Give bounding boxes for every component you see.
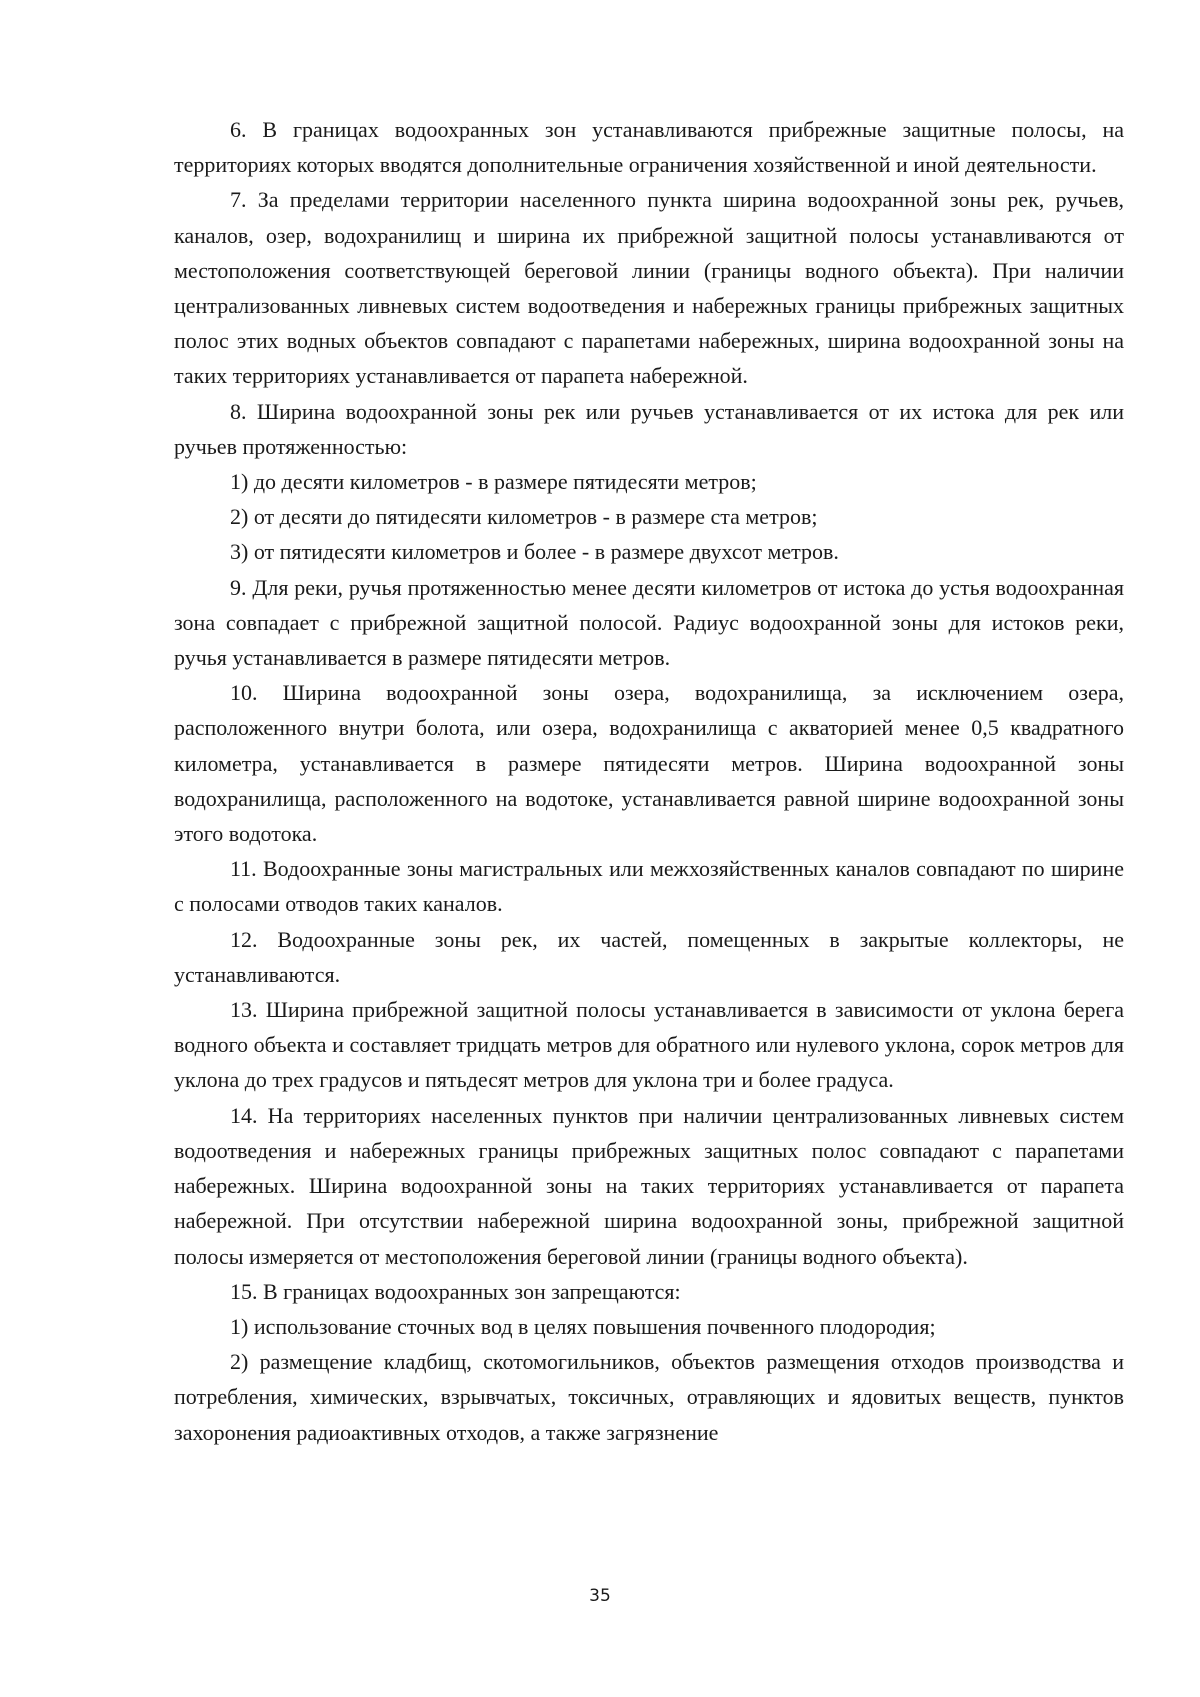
paragraph-8: 8. Ширина водоохранной зоны рек или ручьев устанавливается от их истока для рек или ручьев протяженностью:	[174, 398, 1124, 459]
list-item-8-1: 1) до десяти километров - в размере пятидесяти метров;	[230, 469, 757, 495]
paragraph-7: 7. За пределами территории населенного пункта ширина водоохранной зоны рек, ручьев, каналов, озер, водохранилищ и ширина их прибрежной защитной полосы устанавливаются от местоположения соответствующей береговой линии (границы водного объекта). При наличии централизованных ливневых систем водоотведения и набережных границы прибрежных защитных полос этих водных объектов совпадают с парапетами набережных, ширина водоохранной зоны на таких территориях устанавливается от парапета набережной.	[174, 187, 1124, 389]
paragraph-15: 15. В границах водоохранных зон запрещаются:	[230, 1278, 681, 1304]
paragraph-11: 11. Водоохранные зоны магистральных или межхозяйственных каналов совпадают по ширине с полосами отводов таких каналов.	[174, 856, 1124, 917]
document-body	[174, 112, 1124, 1450]
paragraph-10: 10. Ширина водоохранной зоны озера, водохранилища, за исключением озера, расположенного внутри болота, или озера, водохранилища с акваторией менее 0,5 квадратного километра, устанавливается в размере пятидесяти метров. Ширина водоохранной зоны водохранилища, расположенного на водотоке, устанавливается равной ширине водоохранной зоны этого водотока.	[174, 680, 1124, 847]
list-item-15-2: 2) размещение кладбищ, скотомогильников, объектов размещения отходов производства и потребления, химических, взрывчатых, токсичных, отравляющих и ядовитых веществ, пунктов захоронения радиоактивных отходов, а также загрязнение	[174, 1349, 1124, 1445]
list-item-15-1: 1) использование сточных вод в целях повышения почвенного плодородия;	[230, 1313, 936, 1339]
paragraph-14: 14. На территориях населенных пунктов при наличии централизованных ливневых систем водоотведения и набережных границы прибрежных защитных полос совпадают с парапетами набережных. Ширина водоохранной зоны на таких территориях устанавливается от парапета набережной. При отсутствии набережной ширина водоохранной зоны, прибрежной защитной полосы измеряется от местоположения береговой линии (границы водного объекта).	[174, 1102, 1124, 1269]
page-number: 35	[589, 1586, 611, 1606]
list-item-8-3: 3) от пятидесяти километров и более - в размере двухсот метров.	[230, 539, 839, 565]
list-item-8-2: 2) от десяти до пятидесяти километров - в размере ста метров;	[230, 504, 818, 530]
paragraph-12: 12. Водоохранные зоны рек, их частей, помещенных в закрытые коллекторы, не устанавливаются.	[174, 926, 1124, 987]
paragraph-13: 13. Ширина прибрежной защитной полосы устанавливается в зависимости от уклона берега водного объекта и составляет тридцать метров для обратного или нулевого уклона, сорок метров для уклона до трех градусов и пятьдесят метров для уклона три и более градуса.	[174, 997, 1124, 1093]
paragraph-9: 9. Для реки, ручья протяженностью менее десяти километров от истока до устья водоохранная зона совпадает с прибрежной защитной полосой. Радиус водоохранной зоны для истоков реки, ручья устанавливается в размере пятидесяти метров.	[174, 574, 1124, 671]
paragraph-6: 6. В границах водоохранных зон устанавливаются прибрежные защитные полосы, на территориях которых вводятся дополнительные ограничения хозяйственной и иной деятельности.	[174, 117, 1124, 178]
